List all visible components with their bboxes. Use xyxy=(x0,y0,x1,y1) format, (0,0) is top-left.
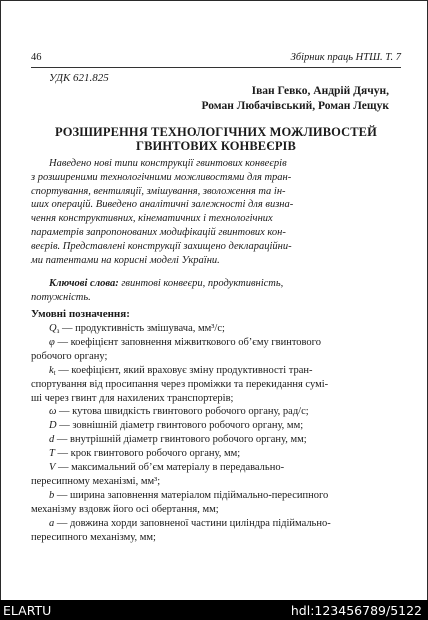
notation-line xyxy=(31,475,401,489)
abstract-line: спортування, вентиляції, змішування, зволоження та ін- xyxy=(31,185,286,197)
notation-line xyxy=(31,461,401,475)
notation-symbol: Q xyxy=(49,323,57,334)
notation-symbol: T xyxy=(49,448,55,460)
footer-bar xyxy=(0,600,428,620)
notation-text: пересипному механізмі, мм³; xyxy=(31,475,161,487)
notation-text: спортування від просипання через проміжки та перекидання сумі- xyxy=(31,378,329,390)
authors-line: Іван Гевко, Андрій Дячун, xyxy=(251,85,389,97)
title-line: ГВИНТОВИХ КОНВЕЄРІВ xyxy=(136,139,296,153)
keywords-label: Ключові слова: xyxy=(49,278,119,289)
notation-line xyxy=(31,419,401,433)
notation-text: механізму вздовж його осі обертання, мм; xyxy=(31,503,219,515)
footer-handle: hdl:123456789/5122 xyxy=(290,602,422,618)
page-number: 46 xyxy=(31,52,42,63)
abstract-line: Наведено нові типи конструкції гвинтових конвеєрів xyxy=(49,158,287,169)
udc-code: УДК 621.825 xyxy=(49,72,109,84)
journal-title: Збірник праць НТШ. Т. 7 xyxy=(290,52,401,63)
abstract-line: чення конструктивних, кінематичних і технологічних xyxy=(31,213,273,225)
notation-line xyxy=(31,336,401,350)
abstract xyxy=(31,157,389,267)
keywords-line xyxy=(31,277,389,291)
notation-line xyxy=(31,433,401,447)
abstract-line: з розширеними технологічними можливостями для тран- xyxy=(31,171,292,183)
notation-subscript: t xyxy=(53,368,56,377)
notation-line xyxy=(31,503,401,517)
notation-heading: Умовні позначення: xyxy=(31,308,130,320)
footer-repository: ELARTU xyxy=(3,602,52,618)
notation-symbol: D xyxy=(49,420,57,432)
notation-line xyxy=(31,350,401,364)
authors-line: Роман Любачівський, Роман Лещук xyxy=(201,99,389,112)
header-rule xyxy=(31,67,401,68)
notation-symbol: V xyxy=(49,462,56,474)
notation-text: — продуктивність змішувача, мм³/с; xyxy=(59,323,225,334)
notation-line xyxy=(31,392,401,406)
notation-list xyxy=(31,322,401,545)
notation-line xyxy=(31,364,401,378)
notation-line xyxy=(31,322,401,336)
notation-text: — крок гвинтового робочого органу, мм; xyxy=(54,448,241,460)
running-head xyxy=(31,52,401,63)
notation-line xyxy=(31,405,401,419)
notation-text: пересипного механізму, мм; xyxy=(31,531,156,543)
notation-text: — ширина заповнення матеріалом підіймально-пересипного xyxy=(54,489,329,501)
notation-subscript: з xyxy=(56,327,60,335)
notation-symbol: a xyxy=(49,517,55,529)
notation-symbol: φ xyxy=(49,336,55,348)
keywords-text: гвинтові конвеєри, продуктивність, xyxy=(118,278,284,289)
article-title xyxy=(31,125,401,153)
keywords xyxy=(31,277,389,305)
abstract-line: ми патентами на корисні моделі України. xyxy=(31,254,220,266)
notation-line xyxy=(31,531,401,545)
notation-text: — коефіцієнт заповнення міжвиткового об’єму гвинтового xyxy=(54,336,321,348)
keywords-line: потужність. xyxy=(31,291,91,303)
abstract-line: веєрів. Представлені конструкції захищено деклараційни- xyxy=(31,240,292,252)
notation-text: робочого органу; xyxy=(31,350,108,362)
notation-symbol: b xyxy=(49,489,55,501)
abstract-line: ших операцій. Виведено аналітичні залежності для визна- xyxy=(31,199,294,211)
authors-block xyxy=(31,84,389,113)
notation-text: — внутрішній діаметр гвинтового робочого органу, мм; xyxy=(54,434,307,446)
notation-text: — довжина хорди заповненої частини циліндра підіймально- xyxy=(54,517,331,529)
abstract-line: параметрів запропонованих модифікацій гвинтових кон- xyxy=(31,226,286,238)
notation-line xyxy=(31,378,401,392)
notation-symbol: d xyxy=(49,434,55,446)
notation-line xyxy=(31,489,401,503)
notation-text: ші через гвинт для нахилених транспортерів; xyxy=(31,392,234,404)
notation-line xyxy=(31,517,401,531)
title-line: РОЗШИРЕННЯ ТЕХНОЛОГІЧНИХ МОЖЛИВОСТЕЙ xyxy=(55,125,377,139)
notation-text: — зовнішній діаметр гвинтового робочого органу, мм; xyxy=(56,420,304,432)
notation-text: — кутова швидкість гвинтового робочого органу, рад/с; xyxy=(56,406,309,418)
notation-text: — коефіцієнт, який враховує зміну продуктивності тран- xyxy=(55,364,313,376)
notation-text: — максимальний об’єм матеріалу в передавально- xyxy=(55,462,285,474)
notation-line xyxy=(31,447,401,461)
notation-symbol: k xyxy=(49,364,54,376)
notation-symbol: ω xyxy=(49,406,57,418)
